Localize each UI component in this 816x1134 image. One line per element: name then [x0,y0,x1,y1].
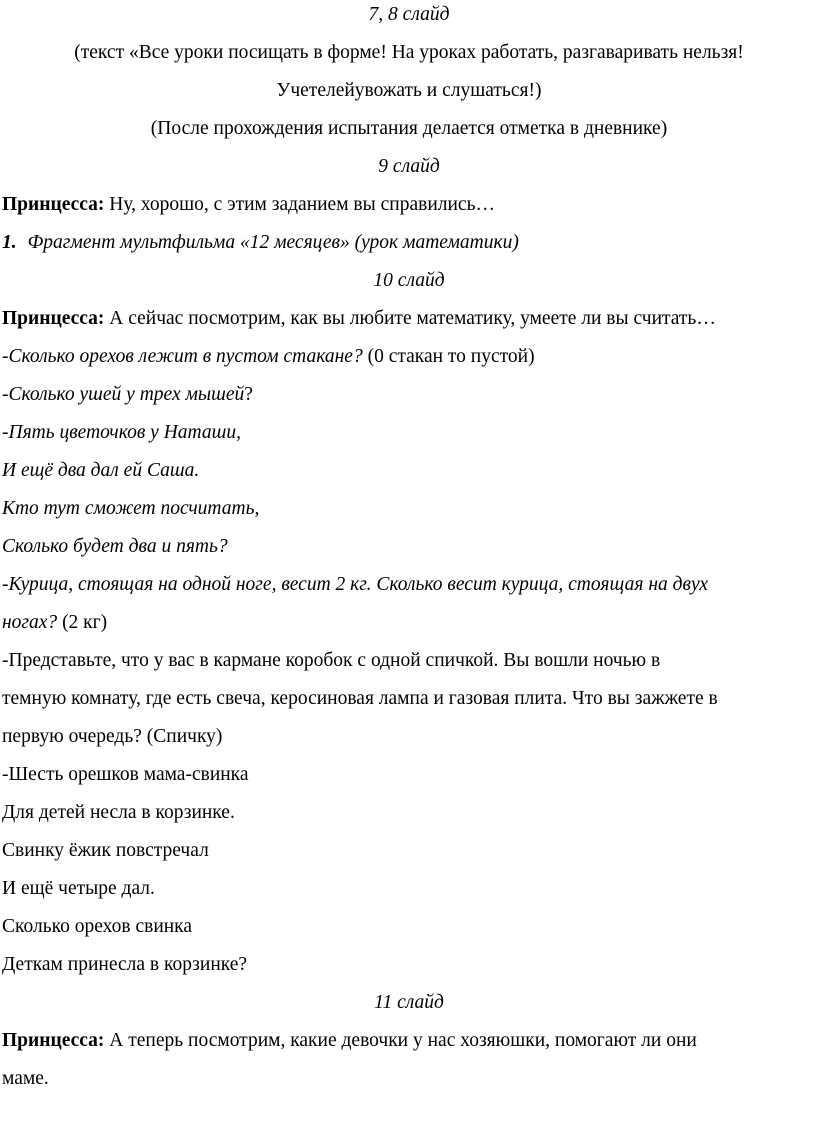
riddle-dash: - [2,384,9,405]
riddle-2 [2,376,816,414]
speaker-text: А теперь посмотрим, какие девочки у нас хозяюшки, помогают ли они [104,1030,697,1051]
riddle-3-line-4: Сколько будет два и пять? [2,536,228,557]
riddle-6-line-5: Сколько орехов свинка [2,916,193,937]
riddle-6-line-4: И ещё четыре дал. [2,878,155,899]
speaker-label: Принцесса: [2,308,105,329]
riddle-answer: (2 кг) [57,612,108,633]
dialogue-line-s11 [2,1022,816,1060]
note-text-line-2: Учетелейувожать и слушаться!) [276,80,542,101]
speaker-text: Ну, хорошо, с этим заданием вы справились… [104,194,495,215]
note-after-test: (После прохождения испытания делается отметка в дневнике) [150,118,668,139]
riddle-1 [2,338,816,376]
dialogue-line-s10 [2,300,816,338]
dialogue-line-s9 [2,186,816,224]
riddle-5-line-1: -Представьте, что у вас в кармане коробок с одной спичкой. Вы вошли ночью в [2,650,661,671]
riddle-question: ногах? [2,612,58,633]
riddle-question: Сколько ушей у трех мышей [8,384,245,405]
riddle-6-line-2: Для детей несла в корзинке. [2,802,235,823]
riddle-6-line-6: Деткам принесла в корзинке? [2,954,248,975]
riddle-5-line-2: темную комнату, где есть свеча, керосиновая лампа и газовая плита. Что вы зажжете в [2,688,718,709]
riddle-6-line-1: -Шесть орешков мама-свинка [2,764,249,785]
riddle-5-line-3: первую очередь? (Спичку) [2,726,223,747]
slide-heading-9: 9 слайд [378,156,440,177]
riddle-question: Сколько орехов лежит в пустом стакане? [8,346,363,367]
slide-heading-11: 11 слайд [374,992,444,1013]
riddle-3-line-2: И ещё два дал ей Саша. [2,460,200,481]
slide-heading-7-8: 7, 8 слайд [368,4,450,25]
riddle-3-line-1: -Пять цветочков у Наташи, [2,422,241,443]
riddle-dash: - [2,346,9,367]
slide-heading-10: 10 слайд [373,270,445,291]
riddle-4-line-1: -Курица, стоящая на одной ноге, весит 2 кг. Сколько весит курица, стоящая на двух [2,574,709,595]
speaker-text: А сейчас посмотрим, как вы любите математику, умеете ли вы считать… [104,308,716,329]
note-text-line-1: (текст «Все уроки посищать в форме! На уроках работать, разгаваривать нельзя! [74,42,744,63]
speaker-label: Принцесса: [2,1030,105,1051]
fragment-title: Фрагмент мультфильма «12 месяцев» (урок математики) [27,232,519,253]
riddle-answer: (0 стакан то пустой) [362,346,535,367]
riddle-6-line-3: Свинку ёжик повстречал [2,840,209,861]
fragment-item [2,224,816,262]
dialogue-line-s11-cont: маме. [2,1068,49,1089]
fragment-number: 1. [2,232,17,253]
speaker-label: Принцесса: [2,194,105,215]
riddle-end: ? [244,384,253,405]
riddle-3-line-3: Кто тут сможет посчитать, [2,498,260,519]
riddle-4-line-2 [2,604,816,642]
